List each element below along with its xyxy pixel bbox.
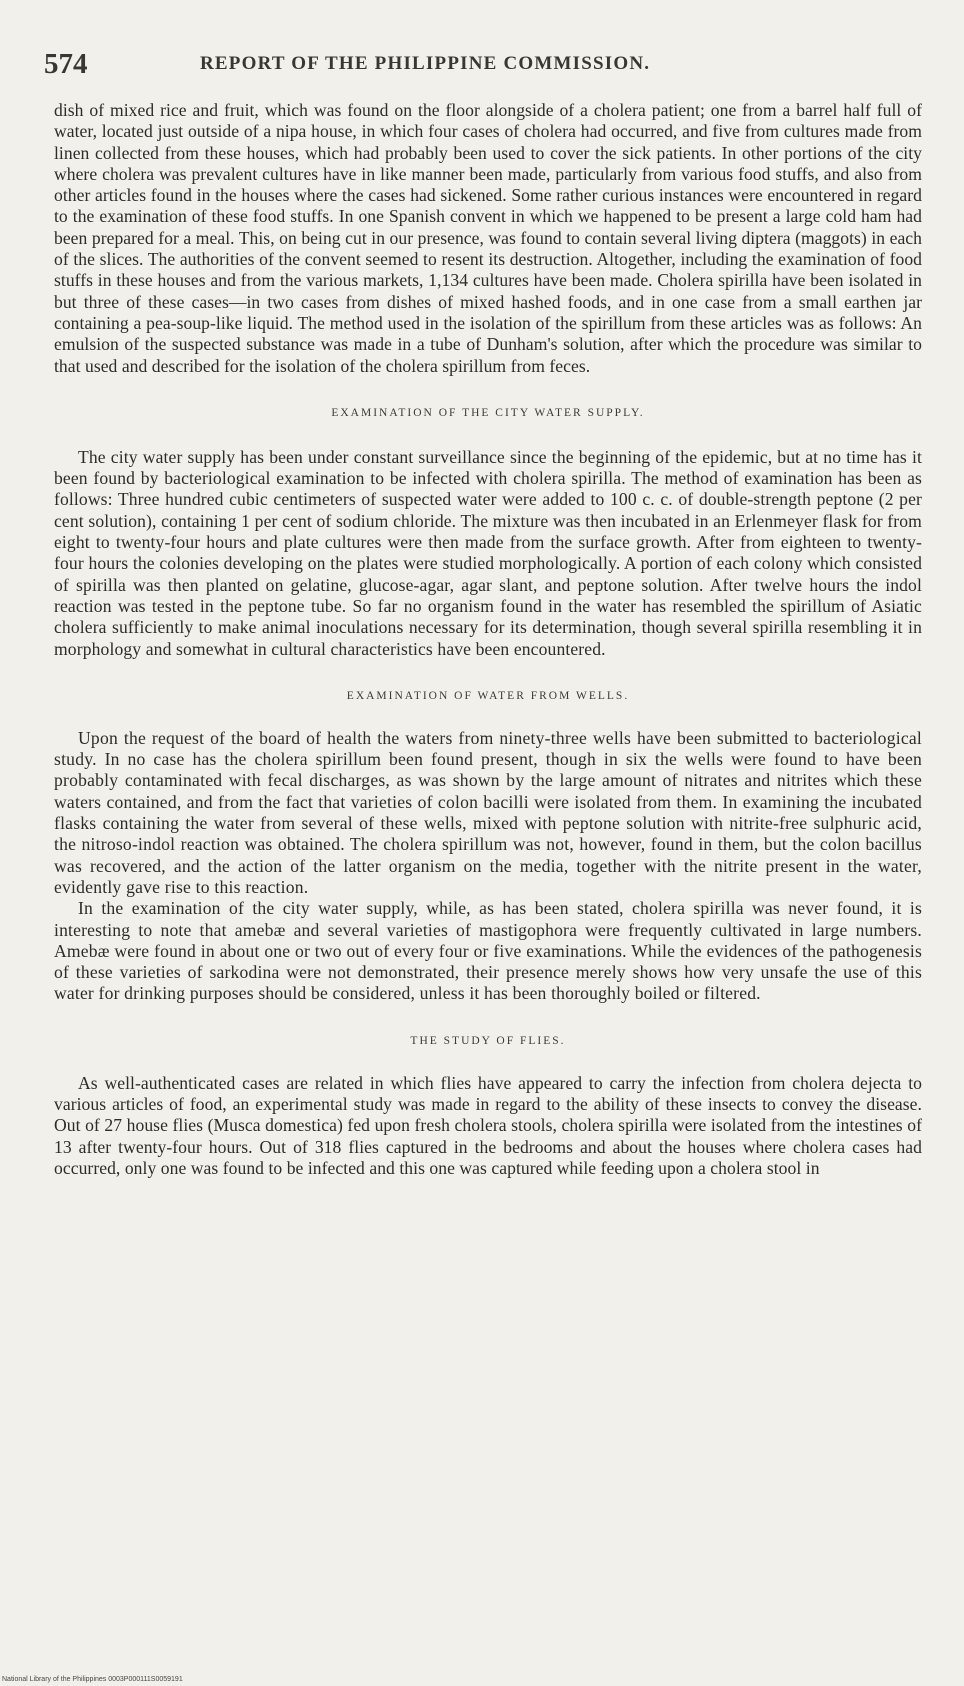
heading-water-from-wells: EXAMINATION OF WATER FROM WELLS.	[346, 689, 630, 702]
page-body	[54, 100, 922, 1179]
page-header	[44, 48, 924, 88]
library-credit: National Library of the Philippines 0003P000111S0059191	[2, 1676, 183, 1683]
paragraph-amebae: In the examination of the city water supply, while, as has been stated, cholera spirilla was never found, it is interesting to note that amebæ and several varieties of mastigophora were frequently cultivated in large numbers. Amebæ were found in about one or two out of every four or five examinations. While the evidences of the pathogenesis of these varieties of sarkodina were not demonstrated, their presence merely shows how very unsafe the use of this water for drinking purposes should be considered, unless it has been thoroughly boiled or filtered.	[54, 898, 922, 1004]
paragraph-water-from-wells: Upon the request of the board of health the waters from ninety-three wells have been submitted to bacteriological study. In no case has the cholera spirillum been found present, though in six the wells were found to have been probably contaminated with fecal discharges, as was shown by the large amount of nitrates and nitrites which these waters contained, and from the fact that varieties of colon bacilli were isolated from them. In examining the incubated flasks containing the water from several of these wells, mixed with peptone solution with nitrite-free sulphuric acid, the nitroso-indol reaction was obtained. The cholera spirillum was not, however, found in them, but the colon bacillus was recovered, and the action of the latter organism on the media, together with the nitrite present in the water, evidently gave rise to this reaction.	[54, 727, 922, 897]
paragraph-food-cultures: dish of mixed rice and fruit, which was found on the floor alongside of a cholera patient; one from a barrel half full of water, located just outside of a nipa house, in which four cases of cholera had occurred, and five from cultures made from linen collected from these houses, which had probably been used to cover the sick patients. In other portions of the city where cholera was prevalent cultures have in like manner been made, particularly from various food stuffs, and also from other articles found in the houses where the cases had sickened. Some rather curious instances were encountered in regard to the examination of these food stuffs. In one Spanish convent in which we happened to be present a large cold ham had been prepared for a meal. This, on being cut in our presence, was found to contain several living diptera (maggots) in each of the slices. The authorities of the convent seemed to resent its destruction. Altogether, including the examination of food stuffs in these houses and from the various markets, 1,134 cultures have been made. Cholera spirilla have been isolated in but three of these cases—in two cases from dishes of mixed hashed foods, and in one case from a small earthen jar containing a pea-soup-like liquid. The method used in the isolation of the spirillum from these articles was as follows: An emulsion of the suspected substance was made in a tube of Dunham's solution, after which the procedure was similar to that used and described for the isolation of the cholera spirillum from feces.	[54, 100, 922, 376]
heading-city-water-supply: EXAMINATION OF THE CITY WATER SUPPLY.	[331, 406, 645, 419]
paragraph-city-water-supply: The city water supply has been under constant surveillance since the beginning of the epidemic, but at no time has it been found by bacteriological examination to be infected with cholera spirilla. The method of examination has been as follows: Three hundred cubic centimeters of suspected water were added to 100 c. c. of double-strength peptone (2 per cent solution), containing 1 per cent of sodium chloride. The mixture was then incubated in an Erlenmeyer flask for from eight to twenty-four hours and plate cultures were then made from the surface growth. After from eighteen to twenty-four hours the colonies developing on the plates were studied morphologically. A portion of each colony which consisted of spirilla was then planted on gelatine, glucose-agar, agar slant, and peptone solution. After twelve hours the indol reaction was tested in the peptone tube. So far no organism found in the water has resembled the spirillum of Asiatic cholera sufficiently to make animal inoculations necessary for its determination, though several spirilla resembling it in morphology and somewhat in cultural characteristics have been encountered.	[54, 446, 922, 659]
paragraph-study-of-flies: As well-authenticated cases are related in which flies have appeared to carry the infection from cholera dejecta to various articles of food, an experimental study was made in regard to the ability of these insects to convey the disease. Out of 27 house flies (Musca domestica) fed upon fresh cholera stools, cholera spirilla were isolated from the intestines of 13 after twenty-four hours. Out of 318 flies captured in the bedrooms and about the houses where cholera cases had occurred, only one was found to be infected and this one was captured while feeding upon a cholera stool in	[54, 1072, 922, 1178]
page-number: 574	[44, 48, 88, 80]
running-head: REPORT OF THE PHILIPPINE COMMISSION.	[200, 53, 651, 74]
heading-study-of-flies: THE STUDY OF FLIES.	[410, 1034, 566, 1047]
